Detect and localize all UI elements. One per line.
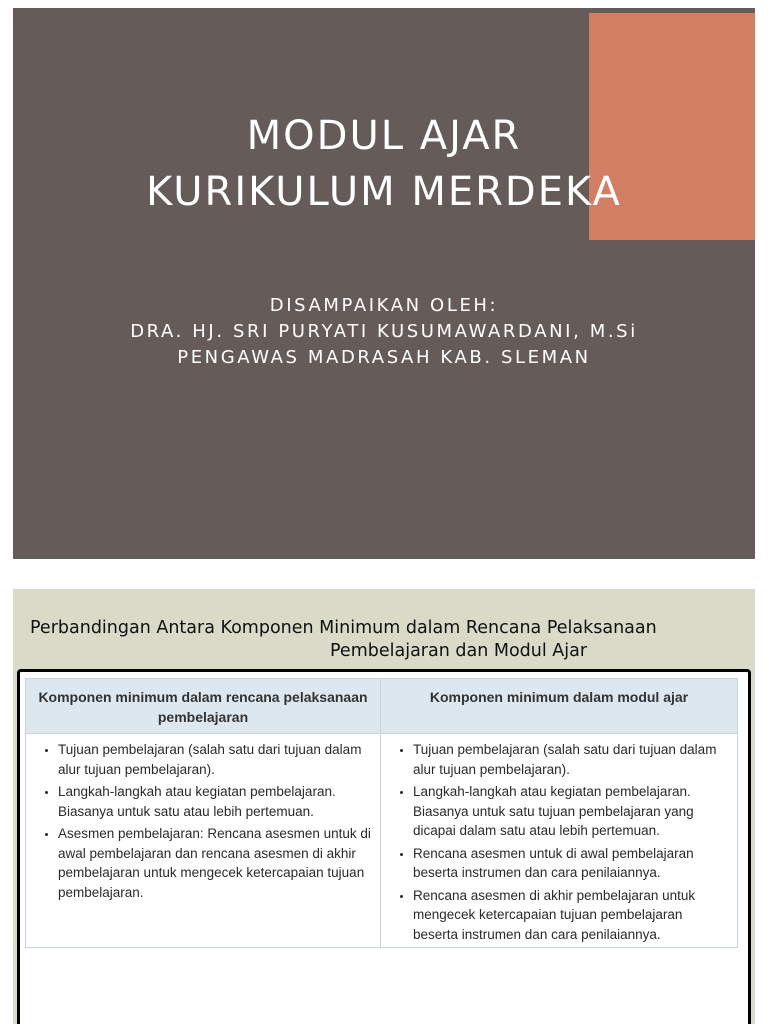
table-header-modul-ajar: Komponen minimum dalam modul ajar <box>381 679 738 734</box>
presenter-line: DRA. HJ. SRI PURYATI KUSUMAWARDANI, M.Si <box>130 321 638 342</box>
rpp-component-list <box>36 740 372 902</box>
table-header-rpp: Komponen minimum dalam rencana pelaksanaan pembelajaran <box>26 679 381 734</box>
modul-ajar-components-cell <box>381 734 738 948</box>
list-item: • Tujuan pembelajaran (salah satu dari tujuan dalam alur tujuan pembelajaran). <box>58 740 372 779</box>
list-item: • Rencana asesmen untuk di awal pembelajaran beserta instrumen dan cara penilaiannya. <box>413 844 729 883</box>
list-item: • Langkah-langkah atau kegiatan pembelajaran. Biasanya untuk satu atau lebih pertemuan. <box>58 782 372 821</box>
table-header-row <box>26 679 738 734</box>
title-line: KURIKULUM MERDEKA <box>146 169 622 215</box>
list-item: • Rencana asesmen di akhir pembelajaran untuk mengecek ketercapaian tujuan pembelajaran beserta instrumen dan cara penilaiannya. <box>413 886 729 945</box>
comparison-title-line: Pembelajaran dan Modul Ajar <box>330 641 588 661</box>
title-line: MODUL AJAR <box>246 113 522 159</box>
comparison-table <box>25 678 738 948</box>
comparison-title <box>13 617 755 663</box>
list-item: • Langkah-langkah atau kegiatan pembelajaran. Biasanya untuk satu tujuan pembelajaran yang dicapai dalam satu atau lebih pertemuan. <box>413 782 729 841</box>
list-item: • Asesmen pembelajaran: Rencana asesmen untuk di awal pembelajaran dan rencana asesmen di akhir pembelajaran untuk mengecek ketercapaian tujuan pembelajaran. <box>58 824 372 902</box>
table-row <box>26 734 738 948</box>
table-frame <box>17 669 751 1024</box>
presenter-info <box>13 293 755 371</box>
comparison-title-line: Perbandingan Antara Komponen Minimum dalam Rencana Pelaksanaan <box>30 618 657 638</box>
comparison-slide <box>13 589 755 1024</box>
title-slide <box>13 8 755 559</box>
presenter-line: PENGAWAS MADRASAH KAB. SLEMAN <box>177 347 591 368</box>
presenter-line: DISAMPAIKAN OLEH: <box>269 295 499 316</box>
list-item: • Tujuan pembelajaran (salah satu dari tujuan dalam alur tujuan pembelajaran). <box>413 740 729 779</box>
rpp-components-cell <box>26 734 381 948</box>
slide-title <box>13 108 755 220</box>
modul-ajar-component-list <box>391 740 729 944</box>
